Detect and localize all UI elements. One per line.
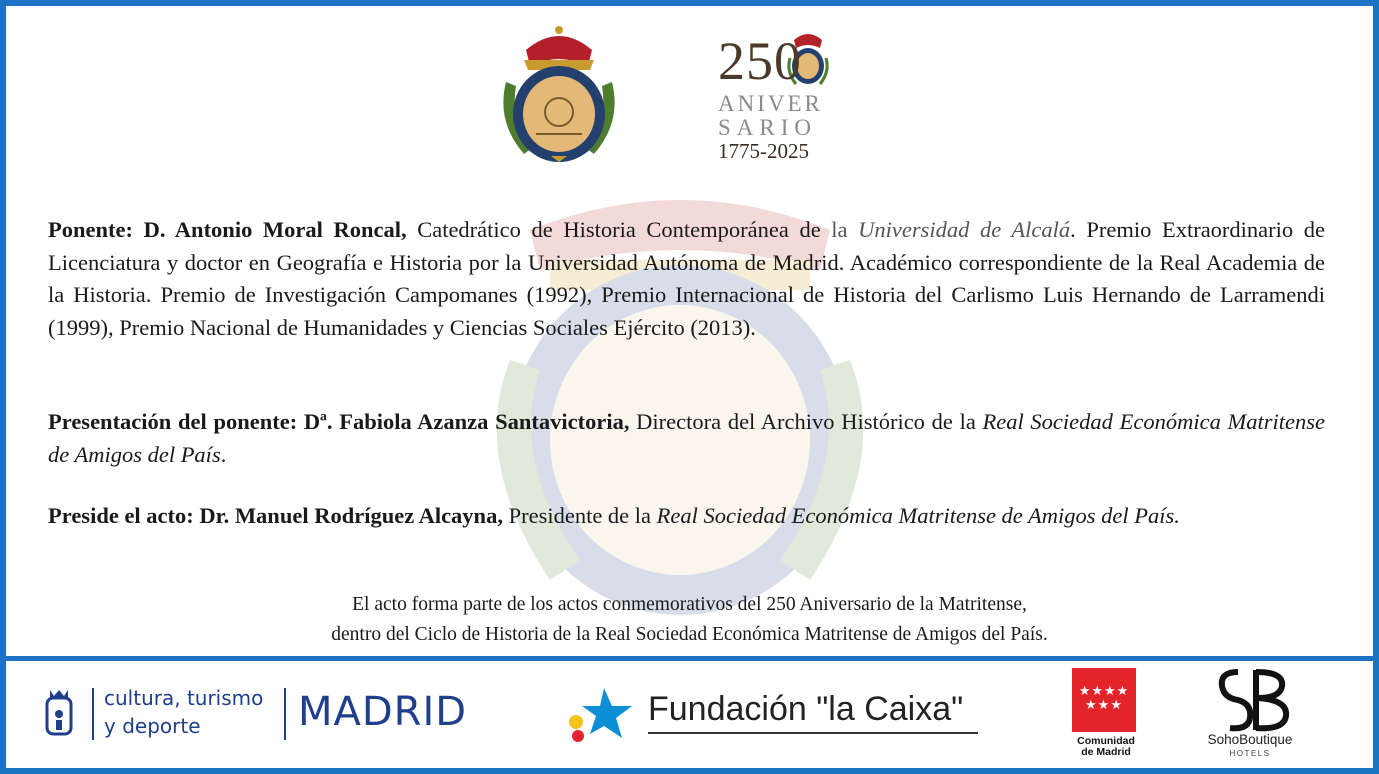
speaker-paragraph bbox=[48, 214, 1325, 344]
footer-note-line-1: El acto forma parte de los actos conmemorativos del 250 Aniversario de la Matritense, bbox=[352, 594, 1027, 615]
caixa-star-icon bbox=[560, 684, 634, 744]
presenter-institution: Real Sociedad Económica Matritense de Amigos del País bbox=[48, 409, 1325, 467]
society-crest-logo bbox=[496, 22, 622, 168]
caixa-underline bbox=[648, 732, 978, 734]
speaker-la: la bbox=[831, 217, 859, 242]
footer-note-line-2: dentro del Ciclo de Historia de la Real Sociedad Económica Matritense de Amigos del País. bbox=[331, 624, 1048, 645]
madrid-escudo-icon bbox=[44, 688, 74, 738]
speaker-label: Ponente: D. Antonio Moral Roncal, bbox=[48, 217, 407, 242]
anniversary-word-1: ANIVER bbox=[718, 91, 823, 116]
presenter-label: Presentación del ponente: Dª. Fabiola Azanza Santavictoria, bbox=[48, 409, 630, 434]
madrid-separator-2 bbox=[284, 688, 286, 740]
madrid-line-1: cultura, turismo bbox=[104, 686, 264, 710]
chair-text: Presidente de la bbox=[502, 503, 657, 528]
soho-monogram-icon bbox=[1208, 664, 1292, 734]
chair-label: Preside el acto: Dr. Manuel Rodríguez Alcayna, bbox=[48, 503, 503, 528]
comunidad-line-1: Comunidad bbox=[1077, 735, 1135, 747]
comunidad-stars-icon: ★★★★ ★★★ bbox=[1078, 683, 1130, 712]
anniversary-years: 1775-2025 bbox=[718, 139, 809, 163]
soho-sub: HOTELS bbox=[1229, 749, 1271, 758]
speaker-text-2: . Premio Extraordinario de Licenciatura y doctor en Geografía e Historia por la Universidad Autónoma de Madrid. Académico correspondiente de la Real Academia de la Historia. Premio de Investigación Campomanes (1992), Premio Internacional de Historia del Carlismo Luis Hernando de Larramendi (1999), Premio Nacional de Humanidades y Ciencias Sociales Ejército (2013). bbox=[48, 217, 1325, 340]
comunidad-line-2: de Madrid bbox=[1081, 746, 1131, 758]
caixa-name: Fundación "la Caixa" bbox=[648, 690, 964, 728]
chair-institution: Real Sociedad Económica Matritense de Amigos del País. bbox=[656, 503, 1180, 528]
presenter-text: Directora del Archivo Histórico de la bbox=[629, 409, 983, 434]
madrid-line-2: y deporte bbox=[104, 714, 201, 738]
anniversary-number: 250 bbox=[718, 31, 802, 91]
madrid-separator-1 bbox=[92, 688, 94, 740]
presenter-paragraph bbox=[48, 406, 1325, 471]
sponsor-divider bbox=[6, 656, 1373, 661]
speaker-text-1: Catedrático de Historia Contemporánea de bbox=[406, 217, 832, 242]
anniversary-word-2: SARIO bbox=[718, 115, 818, 140]
soho-name: SohoBoutique bbox=[1207, 732, 1293, 747]
madrid-name: MADRID bbox=[298, 689, 468, 735]
speaker-university: Universidad de Alcalá bbox=[858, 217, 1071, 242]
chair-paragraph bbox=[48, 500, 1325, 533]
presenter-end: . bbox=[220, 441, 227, 467]
